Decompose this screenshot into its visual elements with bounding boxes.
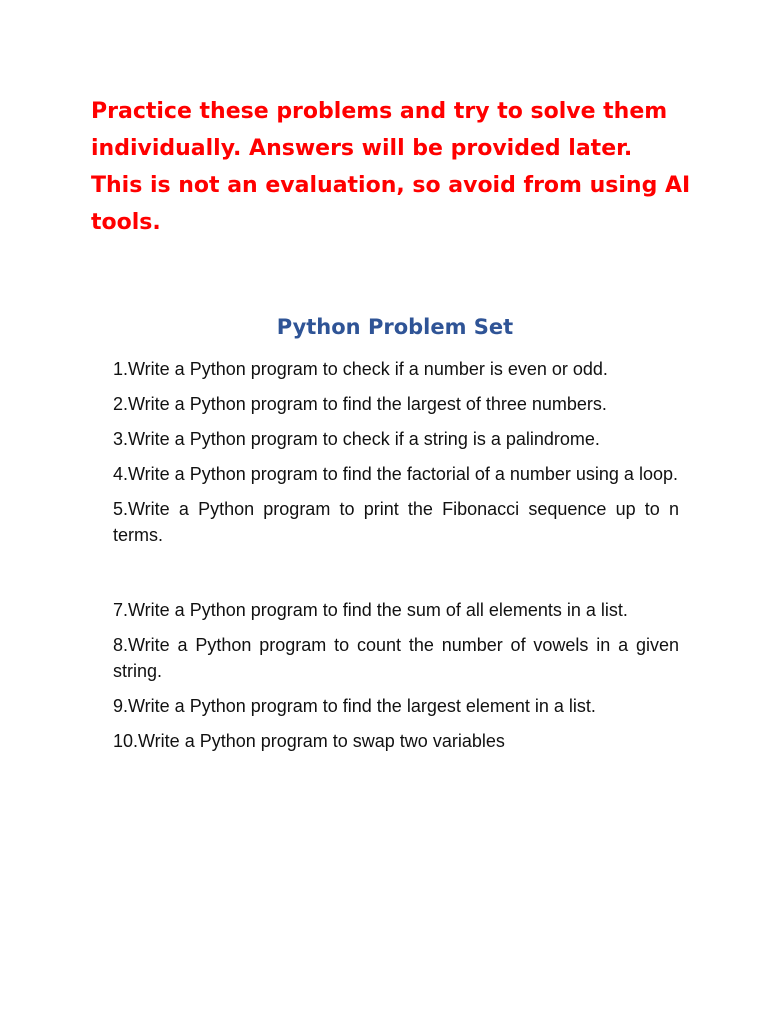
problem-item: 9.Write a Python program to find the largest element in a list.: [113, 696, 596, 716]
problem-item: 3.Write a Python program to check if a string is a palindrome.: [113, 429, 600, 449]
problem-list: [113, 356, 679, 763]
problem-set-title: Python Problem Set: [276, 315, 514, 339]
problem-item: 10.Write a Python program to swap two variables: [113, 731, 505, 751]
instruction-notice: Practice these problems and try to solve them individually. Answers will be provided later. This is not an evaluation, so avoid from using AI tools.: [91, 99, 691, 235]
problem-item: 5.Write a Python program to print the Fibonacci sequence up to n terms.: [113, 499, 679, 545]
problem-item: 4.Write a Python program to find the factorial of a number using a loop.: [113, 464, 678, 484]
problem-item: 2.Write a Python program to find the largest of three numbers.: [113, 394, 607, 414]
problem-item: 7.Write a Python program to find the sum of all elements in a list.: [113, 600, 628, 620]
problem-item: 8.Write a Python program to count the number of vowels in a given string.: [113, 635, 679, 681]
problem-item: 1.Write a Python program to check if a number is even or odd.: [113, 359, 608, 379]
